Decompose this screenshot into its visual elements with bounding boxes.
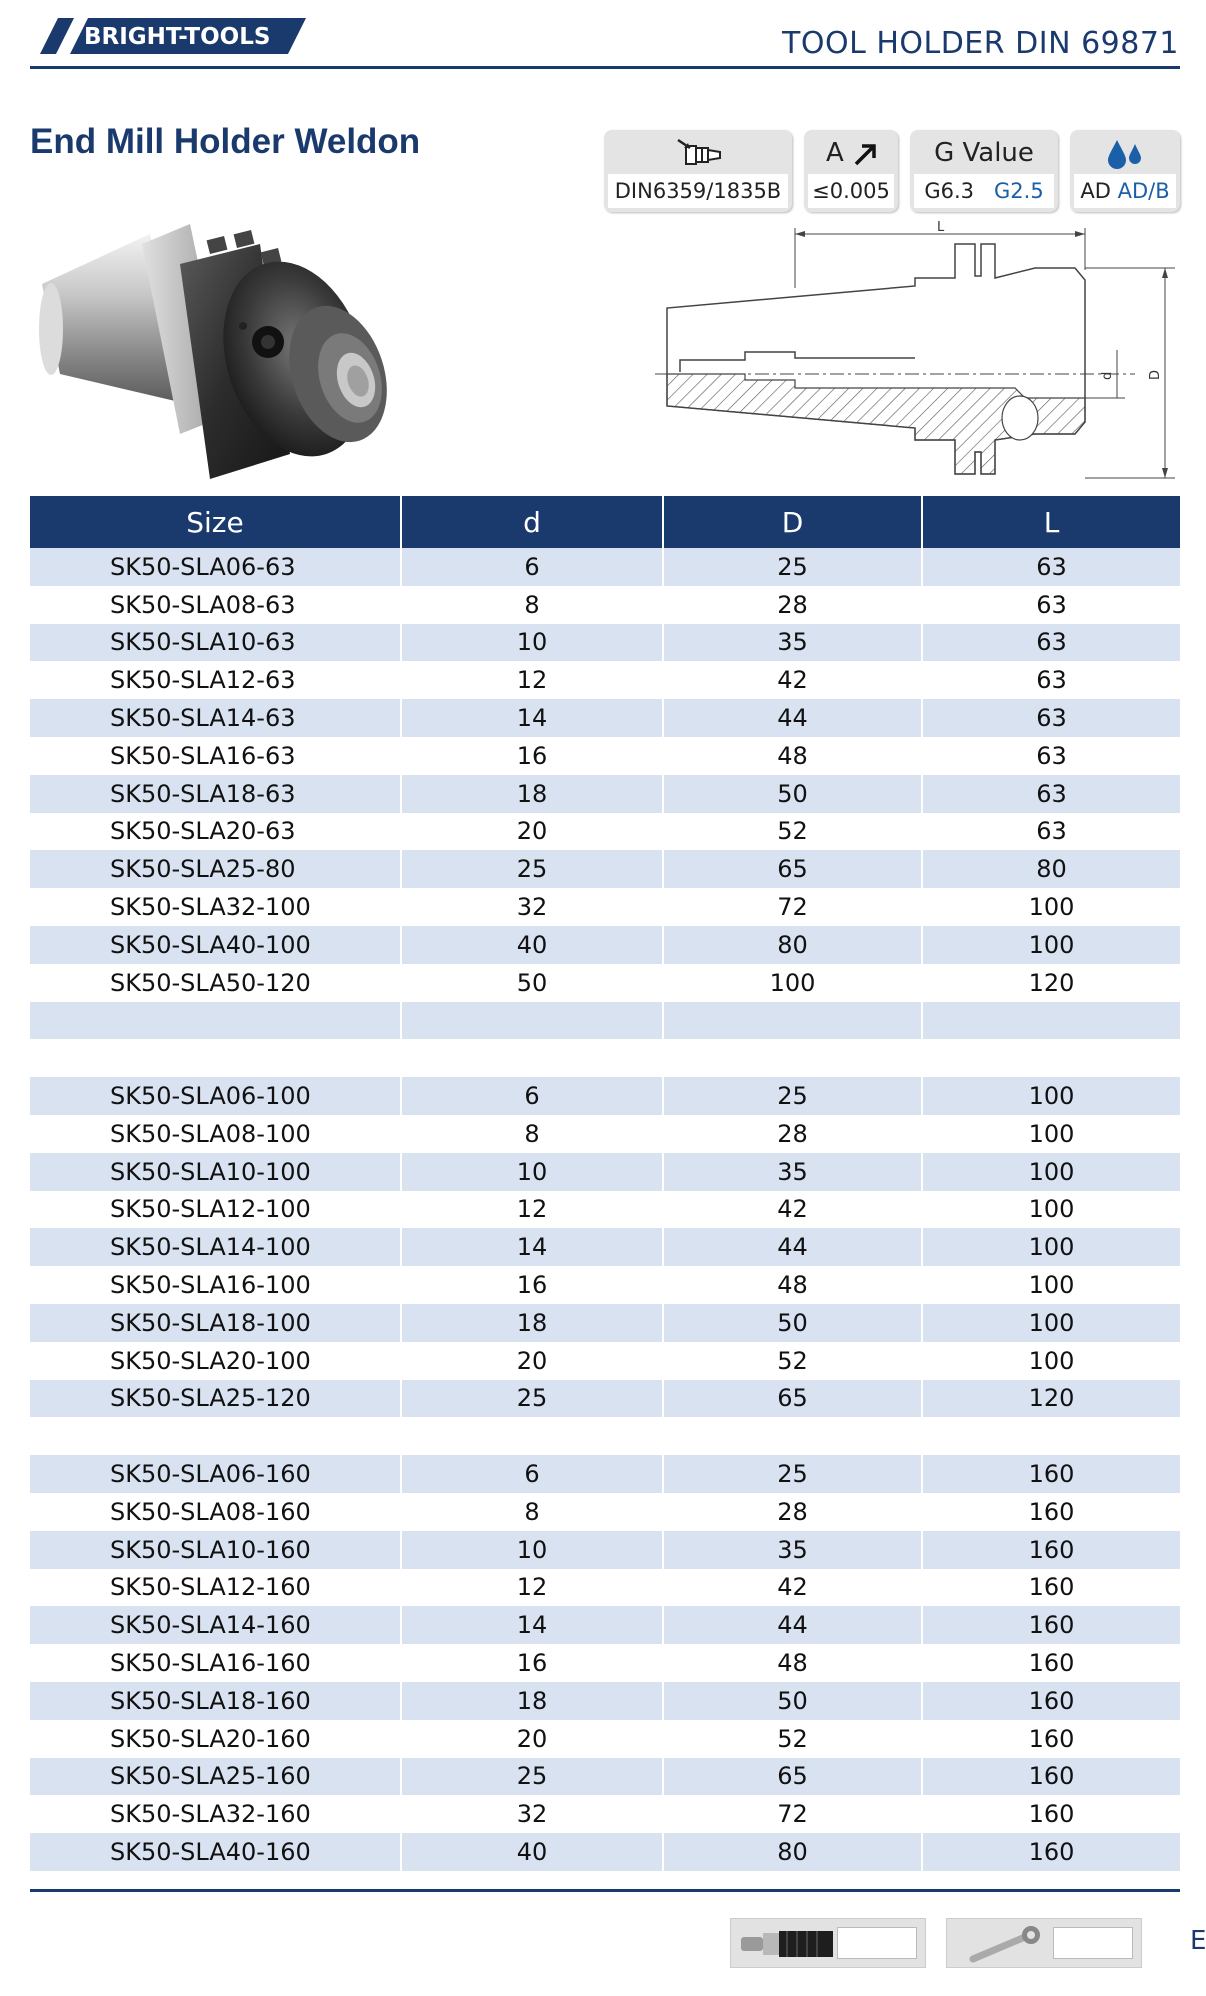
table-row <box>30 1720 1180 1758</box>
cell-L: 63 <box>922 813 1180 851</box>
cell-D-outer: 42 <box>663 1191 922 1229</box>
cell-L: 100 <box>922 1115 1180 1153</box>
cell-size: SK50-SLA40-160 <box>30 1833 401 1871</box>
cell-d: 20 <box>401 1720 663 1758</box>
table-row <box>30 1039 1180 1077</box>
table-row <box>30 1304 1180 1342</box>
cell-size: SK50-SLA06-160 <box>30 1455 401 1493</box>
table-row <box>30 1191 1180 1229</box>
cell-size: SK50-SLA14-63 <box>30 699 401 737</box>
cell-size: SK50-SLA08-100 <box>30 1115 401 1153</box>
cell-size: SK50-SLA32-100 <box>30 888 401 926</box>
cell-d: 32 <box>401 1795 663 1833</box>
column-header-size: Size <box>30 496 401 548</box>
cell-d <box>401 1002 663 1040</box>
table-row <box>30 1266 1180 1304</box>
cell-D-outer: 50 <box>663 775 922 813</box>
cell-d <box>401 1039 663 1077</box>
cell-D-outer: 25 <box>663 1455 922 1493</box>
cell-d: 20 <box>401 813 663 851</box>
cell-L: 160 <box>922 1455 1180 1493</box>
accessory-slot <box>837 1927 917 1959</box>
cell-d: 14 <box>401 699 663 737</box>
cell-size: SK50-SLA40-100 <box>30 926 401 964</box>
table-row <box>30 1795 1180 1833</box>
cell-size <box>30 1002 401 1040</box>
coolant-drops-icon <box>1104 136 1146 170</box>
coolant-primary: AD <box>1080 179 1111 203</box>
cell-L: 160 <box>922 1682 1180 1720</box>
g-value-alt: G2.5 <box>994 179 1044 203</box>
column-header-D: D <box>663 496 922 548</box>
table-row <box>30 586 1180 624</box>
edge-index-letter: E <box>1190 1926 1206 1956</box>
cell-D-outer: 28 <box>663 586 922 624</box>
table-row <box>30 1531 1180 1569</box>
table-row <box>30 737 1180 775</box>
table-row <box>30 1644 1180 1682</box>
cell-size: SK50-SLA16-100 <box>30 1266 401 1304</box>
runout-value: ≤0.005 <box>808 174 894 208</box>
cell-D-outer: 65 <box>663 1758 922 1796</box>
cell-L: 100 <box>922 1153 1180 1191</box>
cell-size: SK50-SLA14-160 <box>30 1606 401 1644</box>
cell-D-outer: 48 <box>663 1266 922 1304</box>
cell-D-outer <box>663 1417 922 1455</box>
cell-L: 160 <box>922 1720 1180 1758</box>
cell-L: 100 <box>922 1077 1180 1115</box>
cell-L: 160 <box>922 1758 1180 1796</box>
cell-D-outer: 50 <box>663 1304 922 1342</box>
cell-d: 16 <box>401 1266 663 1304</box>
cell-d: 6 <box>401 1455 663 1493</box>
cell-D-outer: 25 <box>663 1077 922 1115</box>
cell-D-outer: 100 <box>663 964 922 1002</box>
cell-D-outer: 42 <box>663 1569 922 1607</box>
dimension-label-d: d <box>1100 371 1115 380</box>
cell-d: 32 <box>401 888 663 926</box>
cell-d: 40 <box>401 1833 663 1871</box>
cell-L: 100 <box>922 888 1180 926</box>
cell-size: SK50-SLA25-120 <box>30 1380 401 1418</box>
g-value-label: G Value <box>934 138 1034 168</box>
dimension-label-D: D <box>1148 369 1163 380</box>
table-row <box>30 1115 1180 1153</box>
cell-D-outer: 80 <box>663 926 922 964</box>
cell-size: SK50-SLA08-63 <box>30 586 401 624</box>
cell-L: 63 <box>922 586 1180 624</box>
g-value-values <box>914 174 1054 208</box>
cell-D-outer: 65 <box>663 850 922 888</box>
product-title: End Mill Holder Weldon <box>30 122 421 161</box>
cell-L: 160 <box>922 1644 1180 1682</box>
cell-size: SK50-SLA32-160 <box>30 1795 401 1833</box>
cell-L: 100 <box>922 1228 1180 1266</box>
header-divider <box>30 66 1180 69</box>
document-title: TOOL HOLDER DIN 69871 <box>782 26 1179 61</box>
cell-d: 16 <box>401 1644 663 1682</box>
cell-L: 100 <box>922 1342 1180 1380</box>
cell-d: 25 <box>401 850 663 888</box>
cell-size: SK50-SLA10-100 <box>30 1153 401 1191</box>
cell-d: 14 <box>401 1228 663 1266</box>
cell-L: 63 <box>922 548 1180 586</box>
table-row <box>30 1758 1180 1796</box>
cell-L: 63 <box>922 699 1180 737</box>
cell-size: SK50-SLA18-100 <box>30 1304 401 1342</box>
cell-size: SK50-SLA18-63 <box>30 775 401 813</box>
table-row <box>30 1002 1180 1040</box>
accessory-slot <box>1053 1927 1133 1959</box>
cell-L: 120 <box>922 964 1180 1002</box>
table-row <box>30 624 1180 662</box>
g-value-primary: G6.3 <box>924 179 974 203</box>
cell-size: SK50-SLA20-63 <box>30 813 401 851</box>
cell-L: 160 <box>922 1795 1180 1833</box>
cell-L: 160 <box>922 1606 1180 1644</box>
cell-L: 63 <box>922 624 1180 662</box>
cell-L: 120 <box>922 1380 1180 1418</box>
runout-label: A <box>826 138 844 168</box>
cell-d: 8 <box>401 1115 663 1153</box>
cell-d: 12 <box>401 1569 663 1607</box>
brand-logo-text: BRIGHT-TOOLS <box>84 24 271 50</box>
table-row <box>30 888 1180 926</box>
cell-D-outer: 52 <box>663 1720 922 1758</box>
cell-D-outer: 80 <box>663 1833 922 1871</box>
cell-L: 80 <box>922 850 1180 888</box>
cell-d: 18 <box>401 775 663 813</box>
cell-D-outer: 50 <box>663 1682 922 1720</box>
cell-d <box>401 1417 663 1455</box>
column-header-L: L <box>922 496 1180 548</box>
cell-d: 50 <box>401 964 663 1002</box>
cell-D-outer: 65 <box>663 1380 922 1418</box>
accessory-retention-knob <box>730 1918 926 1968</box>
g-value-badge <box>910 130 1058 212</box>
cell-D-outer: 25 <box>663 548 922 586</box>
table-row <box>30 1380 1180 1418</box>
cell-L: 63 <box>922 661 1180 699</box>
cell-size: SK50-SLA10-63 <box>30 624 401 662</box>
cell-D-outer: 44 <box>663 1606 922 1644</box>
coolant-badge <box>1070 130 1180 212</box>
table-row <box>30 661 1180 699</box>
cell-L: 160 <box>922 1569 1180 1607</box>
cell-D-outer: 35 <box>663 624 922 662</box>
cell-d: 16 <box>401 737 663 775</box>
table-row <box>30 964 1180 1002</box>
cell-size: SK50-SLA12-160 <box>30 1569 401 1607</box>
cell-size: SK50-SLA12-100 <box>30 1191 401 1229</box>
cell-L <box>922 1417 1180 1455</box>
footer-divider <box>30 1889 1180 1892</box>
cell-L: 63 <box>922 737 1180 775</box>
cell-size: SK50-SLA10-160 <box>30 1531 401 1569</box>
cell-size: SK50-SLA06-63 <box>30 548 401 586</box>
cell-d: 10 <box>401 624 663 662</box>
cell-size: SK50-SLA25-80 <box>30 850 401 888</box>
cell-size: SK50-SLA25-160 <box>30 1758 401 1796</box>
cell-L <box>922 1002 1180 1040</box>
cell-d: 18 <box>401 1304 663 1342</box>
cell-d: 10 <box>401 1531 663 1569</box>
cell-size <box>30 1039 401 1077</box>
table-row <box>30 1606 1180 1644</box>
cell-D-outer <box>663 1002 922 1040</box>
table-row <box>30 1493 1180 1531</box>
cell-size: SK50-SLA12-63 <box>30 661 401 699</box>
dimension-label-L: L <box>937 220 945 235</box>
table-row <box>30 1569 1180 1607</box>
cell-L: 100 <box>922 1191 1180 1229</box>
cell-size: SK50-SLA08-160 <box>30 1493 401 1531</box>
coolant-values <box>1074 174 1176 208</box>
cell-D-outer: 48 <box>663 1644 922 1682</box>
cell-D-outer: 52 <box>663 813 922 851</box>
cell-size: SK50-SLA16-63 <box>30 737 401 775</box>
cell-size: SK50-SLA50-120 <box>30 964 401 1002</box>
cell-D-outer: 42 <box>663 661 922 699</box>
cell-d: 25 <box>401 1758 663 1796</box>
table-row <box>30 699 1180 737</box>
cell-d: 10 <box>401 1153 663 1191</box>
cell-D-outer: 48 <box>663 737 922 775</box>
cell-L: 160 <box>922 1531 1180 1569</box>
table-row <box>30 1833 1180 1871</box>
cell-D-outer: 52 <box>663 1342 922 1380</box>
cell-D-outer: 35 <box>663 1153 922 1191</box>
cell-size: SK50-SLA14-100 <box>30 1228 401 1266</box>
cell-size: SK50-SLA16-160 <box>30 1644 401 1682</box>
wrench-icon <box>965 1923 1055 1965</box>
cell-D-outer: 44 <box>663 699 922 737</box>
cell-d: 12 <box>401 661 663 699</box>
accessory-wrench <box>946 1918 1142 1968</box>
cell-d: 18 <box>401 1682 663 1720</box>
column-header-d: d <box>401 496 663 548</box>
cell-D-outer: 28 <box>663 1115 922 1153</box>
technical-drawing <box>655 220 1200 490</box>
cell-d: 6 <box>401 548 663 586</box>
cell-L: 160 <box>922 1833 1180 1871</box>
table-row <box>30 1153 1180 1191</box>
table-row <box>30 850 1180 888</box>
cell-L: 100 <box>922 1266 1180 1304</box>
product-photo <box>30 224 460 494</box>
table-row <box>30 1455 1180 1493</box>
runout-badge <box>804 130 898 212</box>
table-row <box>30 813 1180 851</box>
retention-knob-icon <box>737 1925 847 1963</box>
cell-d: 8 <box>401 586 663 624</box>
cell-D-outer: 72 <box>663 888 922 926</box>
cell-d: 40 <box>401 926 663 964</box>
coolant-alt: AD/B <box>1117 179 1170 203</box>
cell-d: 6 <box>401 1077 663 1115</box>
table-body <box>30 548 1180 1871</box>
standard-badge <box>604 130 792 212</box>
table-row <box>30 548 1180 586</box>
cell-L: 100 <box>922 926 1180 964</box>
table-row <box>30 1077 1180 1115</box>
table-row <box>30 1417 1180 1455</box>
cell-L: 63 <box>922 775 1180 813</box>
cell-size: SK50-SLA06-100 <box>30 1077 401 1115</box>
table-row <box>30 926 1180 964</box>
cell-D-outer: 44 <box>663 1228 922 1266</box>
cell-d: 12 <box>401 1191 663 1229</box>
cell-d: 14 <box>401 1606 663 1644</box>
cell-L <box>922 1039 1180 1077</box>
cell-d: 8 <box>401 1493 663 1531</box>
table-row <box>30 1682 1180 1720</box>
cell-D-outer: 35 <box>663 1531 922 1569</box>
cell-size: SK50-SLA20-160 <box>30 1720 401 1758</box>
clamping-icon <box>668 136 732 172</box>
runout-arrow-icon <box>852 142 880 168</box>
table-header-row <box>30 496 1180 548</box>
spec-table <box>30 496 1180 1871</box>
table-row <box>30 1228 1180 1266</box>
cell-D-outer: 72 <box>663 1795 922 1833</box>
cell-d: 20 <box>401 1342 663 1380</box>
cell-size: SK50-SLA18-160 <box>30 1682 401 1720</box>
cell-size <box>30 1417 401 1455</box>
table-row <box>30 1342 1180 1380</box>
cell-D-outer <box>663 1039 922 1077</box>
cell-size: SK50-SLA20-100 <box>30 1342 401 1380</box>
cell-D-outer: 28 <box>663 1493 922 1531</box>
cell-L: 160 <box>922 1493 1180 1531</box>
table-row <box>30 775 1180 813</box>
standard-value: DIN6359/1835B <box>608 174 788 208</box>
cell-d: 25 <box>401 1380 663 1418</box>
cell-L: 100 <box>922 1304 1180 1342</box>
